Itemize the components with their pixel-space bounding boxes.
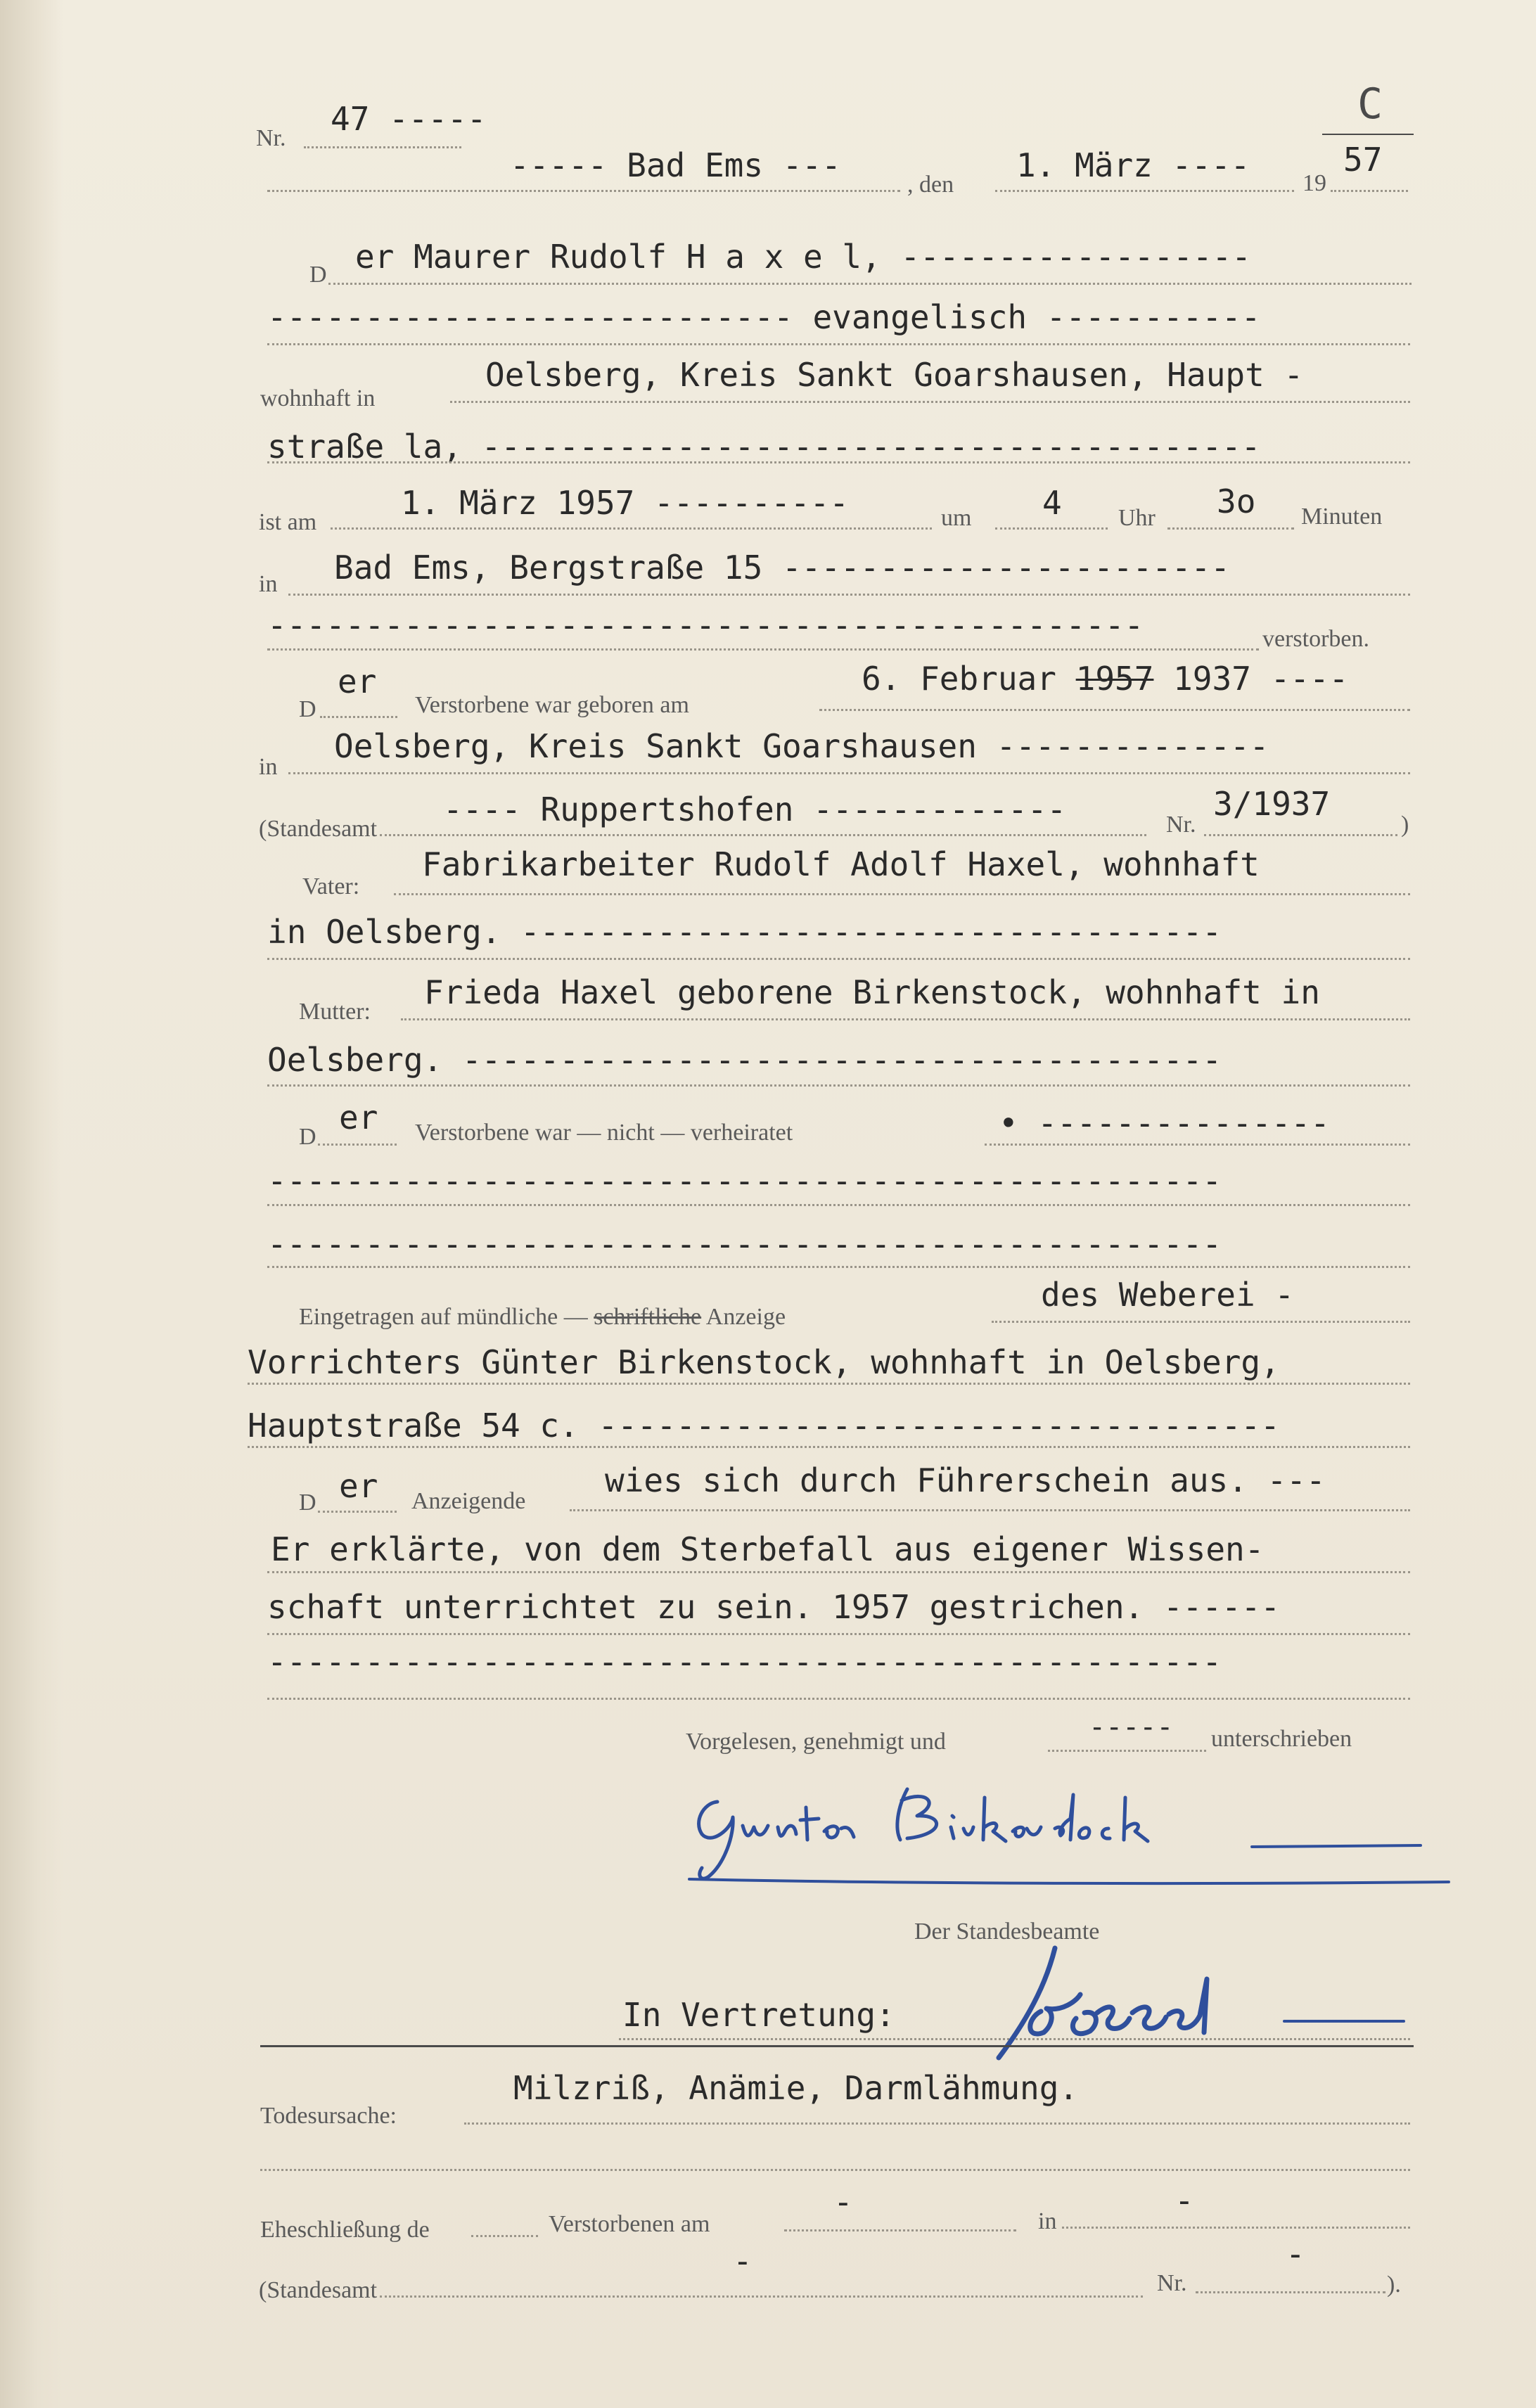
father-line-2: in Oelsberg. ------------------------------------ (267, 913, 1222, 951)
eheschliessung-label: Eheschließung de (260, 2217, 430, 2243)
deceased-religion-line: --------------------------- evangelisch ----------- (267, 298, 1261, 336)
nr-dotted-line (304, 146, 461, 148)
birth-label: Verstorbene war geboren am (415, 692, 689, 718)
marital-value: • --------------- (999, 1104, 1330, 1142)
marital-d-dotted (318, 1144, 397, 1146)
vater-label: Vater: (302, 873, 360, 899)
informant-dotted-4 (267, 1698, 1410, 1700)
standesamt-label-1: (Standesamt (259, 816, 378, 842)
registry-year: 57 (1343, 141, 1383, 179)
in-label-2: in (259, 754, 278, 780)
vorgelesen-dash: ----- (1089, 1711, 1174, 1743)
binding-shadow (0, 0, 63, 2408)
father-dotted-1 (394, 893, 1410, 895)
ist-am-label: ist am (259, 509, 317, 535)
ehe-date: - (833, 2183, 853, 2221)
registry-place: ----- Bad Ems --- (510, 146, 841, 184)
death-place-2: --------------------------------------------- (267, 606, 1144, 644)
ehe-date-dotted (784, 2229, 1016, 2231)
informant-signature (675, 1758, 1463, 1892)
marital-line-3: ------------------------------------------------- (267, 1225, 1222, 1263)
standesamt-dotted-1 (380, 834, 1146, 836)
unterschrieben-label: unterschrieben (1211, 1726, 1352, 1752)
informant-d-dotted (318, 1511, 397, 1513)
d-label-4: D (299, 1490, 316, 1516)
birth-registry: ---- Ruppertshofen ------------- (443, 790, 1067, 828)
ehe-registry: - (733, 2242, 753, 2280)
birth-place: Oelsberg, Kreis Sankt Goarshausen -------------- (334, 727, 1269, 765)
informant-d-suffix: er (339, 1467, 378, 1505)
birth-d-suffix: er (338, 662, 377, 700)
ehe-nr-label: Nr. (1157, 2270, 1187, 2296)
informant-value-1: wies sich durch Führerschein aus. --- (605, 1461, 1326, 1499)
ehe-place: - (1175, 2182, 1194, 2220)
birth-nr: 3/1937 (1213, 785, 1331, 823)
cause-dotted-1 (464, 2122, 1410, 2125)
cause-dotted-2 (260, 2169, 1410, 2171)
verstorben-label: verstorben. (1262, 626, 1370, 652)
mother-dotted-2 (267, 1084, 1410, 1087)
marital-line-2: ------------------------------------------------- (267, 1162, 1222, 1200)
report-value-2: Vorrichters Günter Birkenstock, wohnhaft in Oelsberg, (248, 1343, 1280, 1381)
struck-schriftliche: schriftliche (594, 1304, 702, 1330)
mother-line-1: Frieda Haxel geborene Birkenstock, wohnhaft in (424, 973, 1320, 1011)
place-dotted-line (267, 190, 900, 192)
mother-line-2: Oelsberg. --------------------------------------- (267, 1041, 1222, 1079)
vorgelesen-label: Vorgelesen, genehmigt und (686, 1729, 946, 1755)
death-minutes: 3o (1217, 482, 1256, 520)
record-number: 47 ----- (331, 100, 487, 138)
nr-label: Nr. (256, 125, 286, 151)
birth-d-dotted (320, 716, 397, 718)
vertretung-label: In Vertretung: (622, 1996, 895, 2034)
cause-of-death: Milzriß, Anämie, Darmlähmung. (513, 2069, 1079, 2107)
death-place-1: Bad Ems, Bergstraße 15 ----------------------- (334, 549, 1230, 587)
father-line-1: Fabrikarbeiter Rudolf Adolf Haxel, wohnhaft (422, 845, 1260, 883)
informant-dotted-3 (267, 1633, 1410, 1635)
birth-nr-label: Nr. (1166, 812, 1196, 838)
uhr-label: Uhr (1118, 505, 1156, 531)
struck-year: 1957 (1075, 660, 1154, 698)
todesursache-label: Todesursache: (260, 2103, 397, 2129)
deceased-address-1: Oelsberg, Kreis Sankt Goarshausen, Haupt - (485, 356, 1304, 394)
corner-rule (1322, 134, 1414, 135)
ehe-in-label: in (1038, 2208, 1057, 2234)
marital-d-suffix: er (339, 1099, 378, 1136)
report-dotted-3 (248, 1446, 1410, 1448)
year-dotted-line (1331, 190, 1408, 192)
death-place-dotted-2 (267, 648, 1259, 651)
in-label-1: in (259, 571, 278, 597)
death-hour: 4 (1042, 484, 1062, 522)
deceased-dotted-1 (328, 283, 1412, 285)
ehe-verstorbenen-label: Verstorbenen am (549, 2211, 710, 2237)
wohnhaft-label: wohnhaft in (260, 385, 376, 411)
informant-dotted-2 (267, 1571, 1410, 1573)
den-label: , den (907, 172, 954, 198)
informant-dotted-1 (570, 1509, 1410, 1511)
d-label-1: D (309, 262, 327, 288)
birth-close-paren: ) (1401, 812, 1409, 838)
death-date: 1. März 1957 ---------- (401, 484, 849, 522)
father-dotted-2 (267, 958, 1410, 960)
report-label: Eingetragen auf mündliche — schriftliche Anzeige (299, 1304, 786, 1330)
marital-label: Verstorbene war — nicht — verheiratet (415, 1120, 793, 1146)
ehe-close: ). (1387, 2272, 1401, 2298)
address-dotted-2 (267, 461, 1410, 463)
deceased-dotted-2 (267, 343, 1410, 345)
corner-letter: C (1357, 79, 1383, 129)
report-value-3: Hauptstraße 54 c. ----------------------------------- (248, 1407, 1280, 1445)
birth-nr-dotted (1204, 834, 1397, 836)
ehe-nr-dotted (1196, 2291, 1385, 2293)
report-dotted-1 (992, 1321, 1410, 1323)
birth-date: 6. Februar 1957 1937 ---- (862, 660, 1349, 698)
mother-dotted-1 (401, 1018, 1410, 1020)
registry-date: 1. März ---- (1016, 146, 1270, 184)
official-signature (971, 1934, 1407, 2075)
vorgelesen-dotted (1048, 1750, 1206, 1752)
birth-date-dotted (819, 709, 1410, 711)
ehe-de-dotted (471, 2235, 538, 2237)
standesamt-dotted-2 (380, 2295, 1143, 2298)
section-divider (260, 2045, 1414, 2047)
report-dotted-2 (248, 1383, 1410, 1385)
report-value-1: des Weberei - (1041, 1276, 1295, 1314)
address-dotted-1 (450, 401, 1410, 403)
marital-dotted-1 (985, 1144, 1410, 1146)
um-label: um (941, 505, 972, 531)
date-dotted-line (995, 190, 1294, 192)
deceased-name-line: er Maurer Rudolf H a x e l, ------------------ (355, 238, 1251, 276)
informant-label: Anzeigende (411, 1488, 526, 1514)
d-label-3: D (299, 1124, 316, 1150)
minutes-dotted (1167, 527, 1294, 530)
minuten-label: Minuten (1301, 504, 1383, 530)
marital-dotted-3 (267, 1266, 1410, 1268)
marital-dotted-2 (267, 1204, 1410, 1206)
death-place-dotted-1 (288, 594, 1410, 596)
year-prefix: 19 (1303, 170, 1326, 196)
mutter-label: Mutter: (299, 999, 371, 1025)
ehe-place-dotted (1062, 2227, 1410, 2229)
standesbeamte-label: Der Standesbeamte (914, 1919, 1100, 1945)
informant-value-2: Er erklärte, von dem Sterbefall aus eigener Wissen- (271, 1530, 1265, 1568)
informant-value-3: schaft unterrichtet zu sein. 1957 gestrichen. ------ (267, 1588, 1281, 1626)
death-date-dotted (331, 527, 932, 530)
deceased-address-2: straße la, ---------------------------------------- (267, 428, 1261, 466)
birth-place-dotted (288, 772, 1410, 774)
standesamt-label-2: (Standesamt (259, 2277, 378, 2303)
hour-dotted (995, 527, 1108, 530)
informant-value-4: ------------------------------------------------- (267, 1643, 1222, 1681)
ehe-nr: - (1286, 2235, 1305, 2273)
d-label-2: D (299, 696, 316, 722)
